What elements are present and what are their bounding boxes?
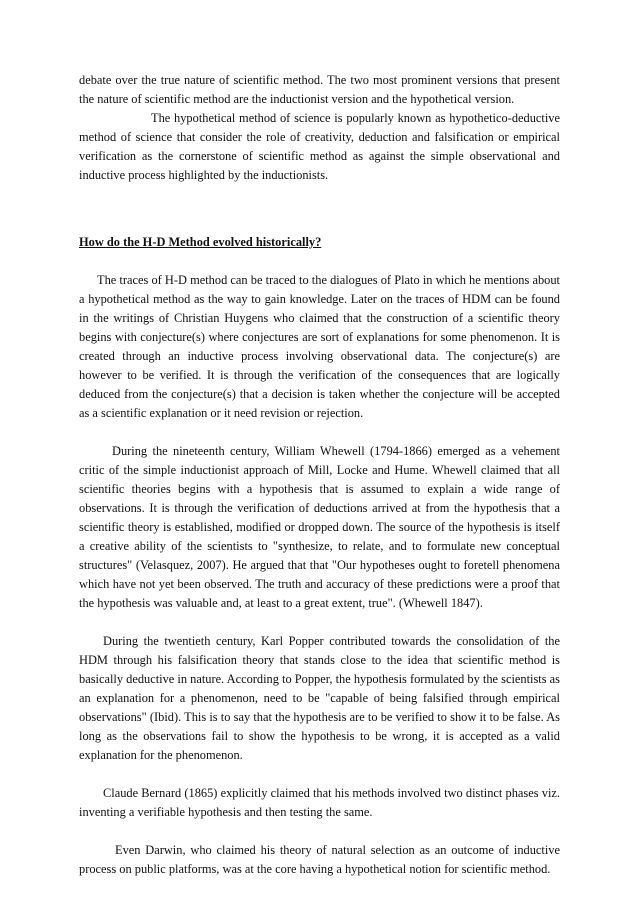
paragraph-spacer <box>79 423 560 442</box>
paragraph-spacer <box>79 765 560 784</box>
paragraph-hypothetical-method: The hypothetical method of science is popularly known as hypothetico-deductive method of science that consider the role of creativity, deduction and falsification or empirical verification as the cornerstone of scientific method as against the simple observational and inductive process highlighted by the inductionists. <box>79 111 560 182</box>
paragraph-spacer <box>79 613 560 632</box>
section-spacer <box>79 185 560 233</box>
document-page <box>79 71 560 879</box>
paragraph-continued: debate over the true nature of scientific method. The two most prominent versions that present the nature of scientific method are the inductionist version and the hypothetical version. <box>79 73 560 106</box>
heading-spacer <box>79 252 560 271</box>
paragraph-popper: During the twentieth century, Karl Popper contributed towards the consolidation of the HDM through his falsification theory that stands close to the idea that scientific method is basically deductive in nature. According to Popper, the hypothesis formulated by the scientists as an explanation for a phenomenon, need to be "capable of being falsified through empirical observations" (Ibid). This is to say that the hypothesis are to be verified to show it to be false. As long as the observations fail to show the hypothesis to be wrong, it is accepted as a valid explanation for the phenomenon. <box>79 634 560 762</box>
paragraph-darwin: Even Darwin, who claimed his theory of natural selection as an outcome of inductive process on public platforms, was at the core having a hypothetical notion for scientific method. <box>79 843 560 876</box>
paragraph-spacer <box>79 822 560 841</box>
paragraph-whewell: During the nineteenth century, William Whewell (1794-1866) emerged as a vehement critic of the simple inductionist approach of Mill, Locke and Hume. Whewell claimed that all scientific theories begins with a hypothesis that is assumed to explain a wide range of observations. It is through the verification of deductions arrived at from the hypothesis that a scientific theory is established, modified or dropped down. The source of the hypothesis is itself a creative ability of the scientists to "synthesize, to relate, and to formulate new conceptual structures" (Velasquez, 2007). He argued that that "Our hypotheses ought to foretell phenomena which have not yet been observed. The truth and accuracy of these predictions were a proof that the hypothesis was valuable and, at least to a great extent, true". (Whewell 1847). <box>79 444 560 610</box>
paragraph-traces: The traces of H-D method can be traced to the dialogues of Plato in which he mentions about a hypothetical method as the way to gain knowledge. Later on the traces of HDM can be found in the writings of Christian Huygens who claimed that the construction of a scientific theory begins with conjecture(s) where conjectures are sort of explanations for some phenomenon. It is created through an inductive process involving observational data. The conjecture(s) are however to be verified. It is through the verification of the consequences that are logically deduced from the conjecture(s) that a decision is taken whether the conjecture will be accepted as a scientific explanation or it need revision or rejection. <box>79 273 560 420</box>
paragraph-bernard: Claude Bernard (1865) explicitly claimed that his methods involved two distinct phases viz. inventing a verifiable hypothesis and then testing the same. <box>79 786 560 819</box>
section-heading: How do the H-D Method evolved historically? <box>79 235 322 249</box>
